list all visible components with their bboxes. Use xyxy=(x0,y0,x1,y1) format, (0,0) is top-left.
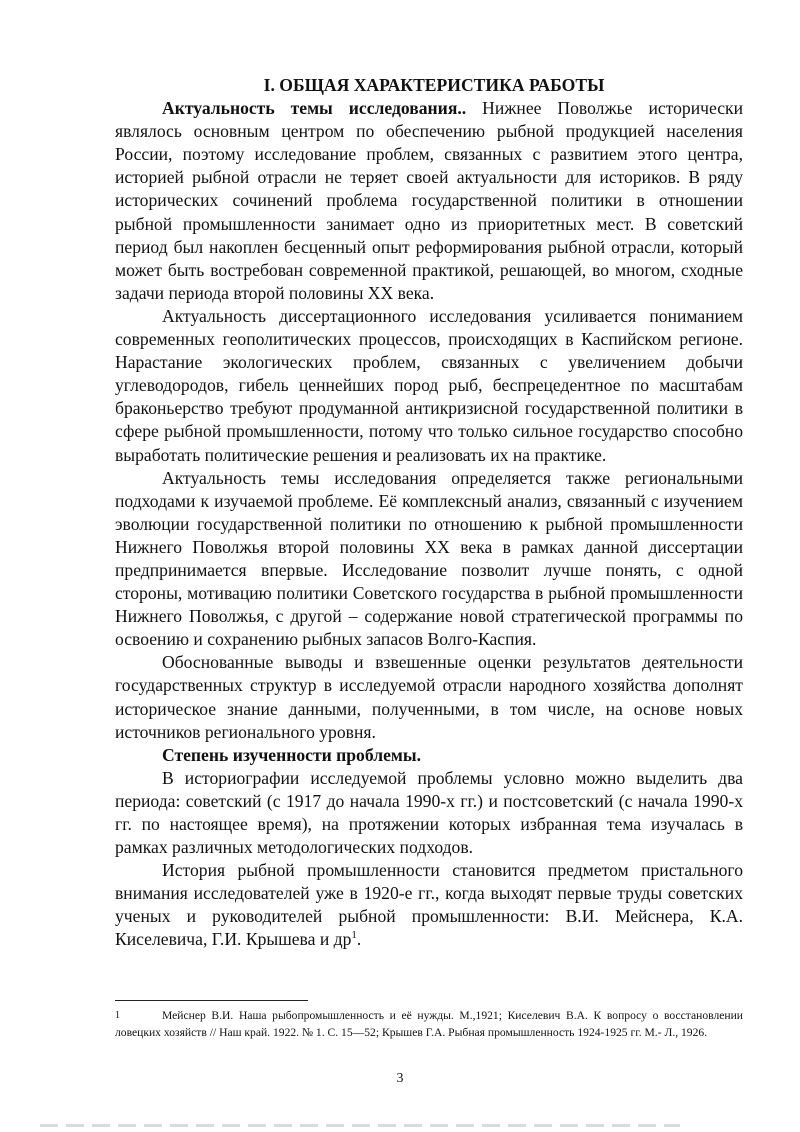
paragraph-lead: Актуальность темы исследования.. xyxy=(162,98,467,119)
paragraph-end: . xyxy=(356,929,362,950)
paragraph-relevance xyxy=(115,97,743,305)
section-title: I. ОБЩАЯ ХАРАКТЕРИСТИКА РАБОТЫ xyxy=(263,75,605,95)
paragraph-geopolitics: Актуальность диссертационного исследования усиливается пониманием современных геополитических процессов, происходящих в Каспийском регионе. Нарастание экологических проблем, связанных с увеличением добычи углеводородов, гибель ценнейших пород рыб, беспрецедентное по масштабам браконьерство требуют продуманной антикризисной государственной политики в сфере рыбной промышленности, потому что только сильное государство способно выработать политические решения и реализовать их на практике. xyxy=(115,305,743,465)
page-number: 3 xyxy=(396,1071,404,1086)
footnote-divider xyxy=(115,1000,308,1001)
subsection-heading: Степень изученности проблемы. xyxy=(162,744,422,765)
paragraph-regional: Актуальность темы исследования определяется также региональными подходами к изучаемой проблеме. Её комплексный анализ, связанный с изучением эволюции государственной политики по отношению к рыбной промышленности Нижнего Поволжья второй половины XX века в рамках данной диссертации предпринимается впервые. Исследование позволит лучше понять, с одной стороны, мотивацию политики Советского государства в рыбной промышленности Нижнего Поволжья, с другой – содержание новой стратегической программы по освоению и сохранению рыбных запасов Волго-Каспия. xyxy=(115,467,743,650)
footnote-number: 1 xyxy=(115,1010,120,1021)
paragraph-text: История рыбной промышленности становится предметом пристального внимания исследователей уже в 1920-е гг., когда выходят первые труды советских ученых и руководителей рыбной промышленности: В.И. Мейснера, К.А. Киселевича, Г.И. Крышева и др xyxy=(115,860,743,950)
paragraph-historiography: В историографии исследуемой проблемы условно можно выделить два периода: советский (с 1917 до начала 1990-х гг.) и постсоветский (с начала 1990-х гг. по настоящее время), на протяжении которых избранная тема изучалась в рамках различных методологических подходов. xyxy=(115,767,743,858)
footnote-reference[interactable]: 1 xyxy=(351,929,357,942)
paragraph-text: Нижнее Поволжье исторически являлось основным центром по обеспечению рыбной продукцией населения России, поэтому исследование проблем, связанных с развитием этого центра, историей рыбной отрасли не теряет своей актуальности для историков. В ряду исторических сочинений проблема государственной политики в отношении рыбной промышленности занимает одно из приоритетных мест. В советский период был накоплен бесценный опыт реформирования рыбной отрасли, который может быть востребован современной практикой, решающей, во многом, сходные задачи периода второй половины XX века. xyxy=(115,98,743,303)
document-page xyxy=(115,74,743,952)
paragraph-conclusions: Обоснованные выводы и взвешенные оценки результатов деятельности государственных структур в исследуемой отрасли народного хозяйства дополнят историческое знание данными, полученными, в том числе, на основе новых источников регионального уровня. xyxy=(115,652,743,742)
footnote xyxy=(115,1008,743,1042)
paragraph-history xyxy=(115,859,743,951)
scan-artifact xyxy=(40,1124,680,1127)
footnote-text: Мейснер В.И. Наша рыбопромышленность и её нужды. М.,1921; Киселевич В.А. К вопросу о восстановлении ловецких хозяйств // Наш край. 1922. № 1. С. 15—52; Крышев Г.А. Рыбная промышленность 1924-1925 гг. М.- Л., 1926. xyxy=(115,1009,743,1039)
